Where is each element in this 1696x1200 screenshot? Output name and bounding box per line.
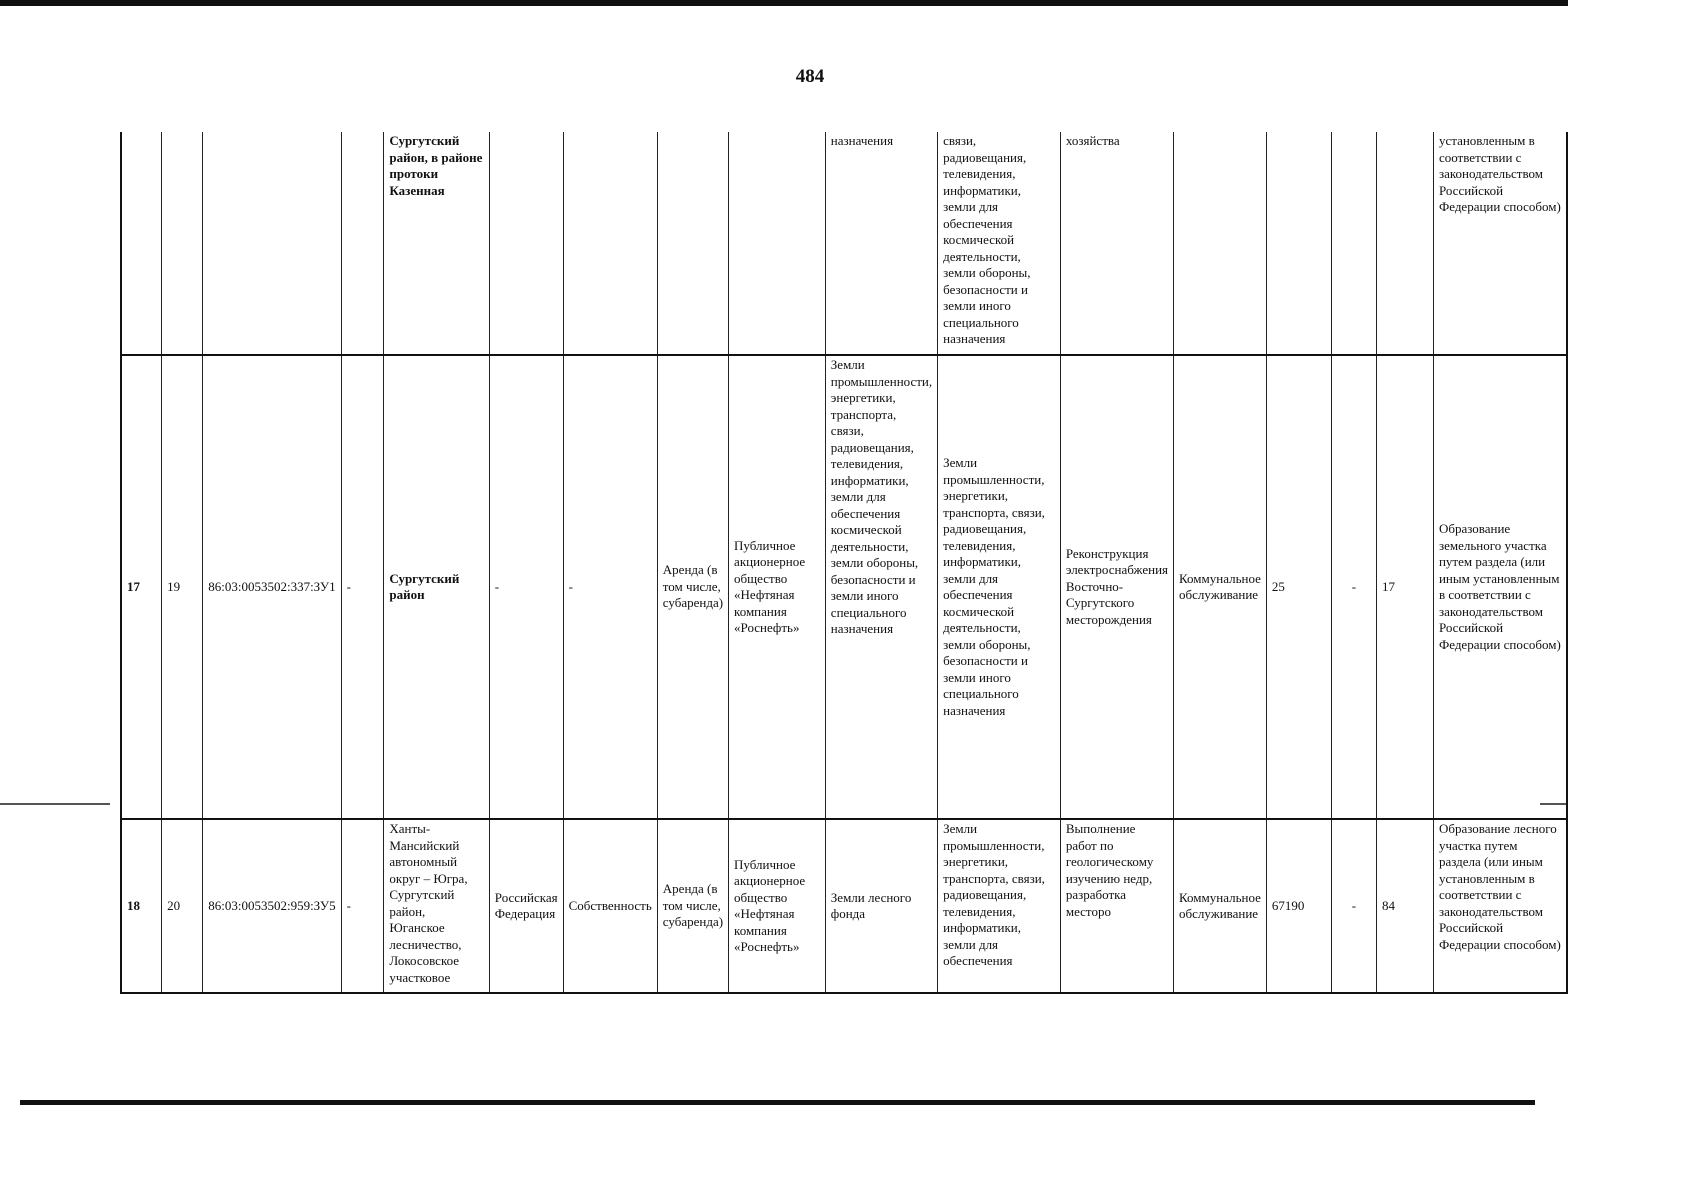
cell-right: - bbox=[563, 355, 657, 819]
cell-category-current: Земли лесного фонда bbox=[825, 819, 937, 993]
cell-owner: - bbox=[489, 355, 563, 819]
cell-right-type: Аренда (в том числе, субаренда) bbox=[657, 819, 728, 993]
cell-use-type bbox=[1174, 132, 1267, 355]
scan-edge-top bbox=[0, 0, 1568, 6]
cell-purpose: Реконструкция электроснабжения Восточно-Сургутского месторождения bbox=[1060, 355, 1173, 819]
cell-category-current: Земли промышленности, энергетики, транспорта, связи, радиовещания, телевидения, информатики, земли для обеспечения космической деятельности, земли обороны, безопасности и земли иного специального назначения bbox=[825, 355, 937, 819]
cell-num: 18 bbox=[121, 819, 162, 993]
cell-location: Сургутский район bbox=[384, 355, 489, 819]
cell-owner: Российская Федерация bbox=[489, 819, 563, 993]
cell-use-type: Коммунальное обслуживание bbox=[1174, 355, 1267, 819]
cell-method: Образование лесного участка путем раздела (или иным установленным в соответствии с законодательством Российской Федерации способом) bbox=[1433, 819, 1567, 993]
cell-cadastral: 86:03:0053502:959:ЗУ5 bbox=[203, 819, 341, 993]
cell-col4: - bbox=[341, 819, 384, 993]
cell-owner bbox=[489, 132, 563, 355]
cell-area: 67190 bbox=[1266, 819, 1331, 993]
cell-col16: 84 bbox=[1377, 819, 1434, 993]
cell-right: Собственность bbox=[563, 819, 657, 993]
cell-right-type: Аренда (в том числе, субаренда) bbox=[657, 355, 728, 819]
cell-num: 17 bbox=[121, 355, 162, 819]
table-row bbox=[121, 132, 1567, 355]
cell-col15: - bbox=[1331, 819, 1376, 993]
cell-location: Ханты-Мансийский автономный округ – Югра, Сургутский район, Юганское лесничество, Локосовское участковое bbox=[384, 819, 489, 993]
cell-col15 bbox=[1331, 132, 1376, 355]
cell-holder bbox=[729, 132, 826, 355]
cell-col16 bbox=[1377, 132, 1434, 355]
cell-use-type: Коммунальное обслуживание bbox=[1174, 819, 1267, 993]
cell-cadastral bbox=[203, 132, 341, 355]
page-number: 484 bbox=[795, 66, 825, 87]
cell-num bbox=[121, 132, 162, 355]
cell-category-new: связи, радиовещания, телевидения, информатики, земли для обеспечения космической деятельности, земли обороны, безопасности и земли иного специального назначения bbox=[938, 132, 1061, 355]
cell-sub-num: 19 bbox=[162, 355, 203, 819]
cell-sub-num: 20 bbox=[162, 819, 203, 993]
table-row bbox=[121, 819, 1567, 993]
cell-col15: - bbox=[1331, 355, 1376, 819]
table-row bbox=[121, 355, 1567, 819]
land-plots-table bbox=[120, 132, 1568, 994]
cell-location: Сургутский район, в районе протоки Казенная bbox=[384, 132, 489, 355]
cell-col4 bbox=[341, 132, 384, 355]
cell-method: Образование земельного участка путем раздела (или иным установленным в соответствии с законодательством Российской Федерации способом) bbox=[1433, 355, 1567, 819]
cell-purpose: Выполнение работ по геологическому изучению недр, разработка месторо bbox=[1060, 819, 1173, 993]
cell-purpose: хозяйства bbox=[1060, 132, 1173, 355]
cell-cadastral: 86:03:0053502:337:ЗУ1 bbox=[203, 355, 341, 819]
cell-sub-num bbox=[162, 132, 203, 355]
cell-category-current: назначения bbox=[825, 132, 937, 355]
cell-area bbox=[1266, 132, 1331, 355]
cell-holder: Публичное акционерное общество «Нефтяная компания «Роснефть» bbox=[729, 819, 826, 993]
cell-right bbox=[563, 132, 657, 355]
scan-mark-left bbox=[0, 803, 110, 805]
cell-col16: 17 bbox=[1377, 355, 1434, 819]
cell-method: установленным в соответствии с законодательством Российской Федерации способом) bbox=[1433, 132, 1567, 355]
cell-category-new: Земли промышленности, энергетики, транспорта, связи, радиовещания, телевидения, информатики, земли для обеспечения bbox=[938, 819, 1061, 993]
cell-category-new: Земли промышленности, энергетики, транспорта, связи, радиовещания, телевидения, информатики, земли для обеспечения космической деятельности, земли обороны, безопасности и земли иного специального назначения bbox=[938, 355, 1061, 819]
cell-right-type bbox=[657, 132, 728, 355]
cell-holder: Публичное акционерное общество «Нефтяная компания «Роснефть» bbox=[729, 355, 826, 819]
scan-edge-bottom bbox=[20, 1100, 1535, 1105]
cell-col4: - bbox=[341, 355, 384, 819]
cell-area: 25 bbox=[1266, 355, 1331, 819]
